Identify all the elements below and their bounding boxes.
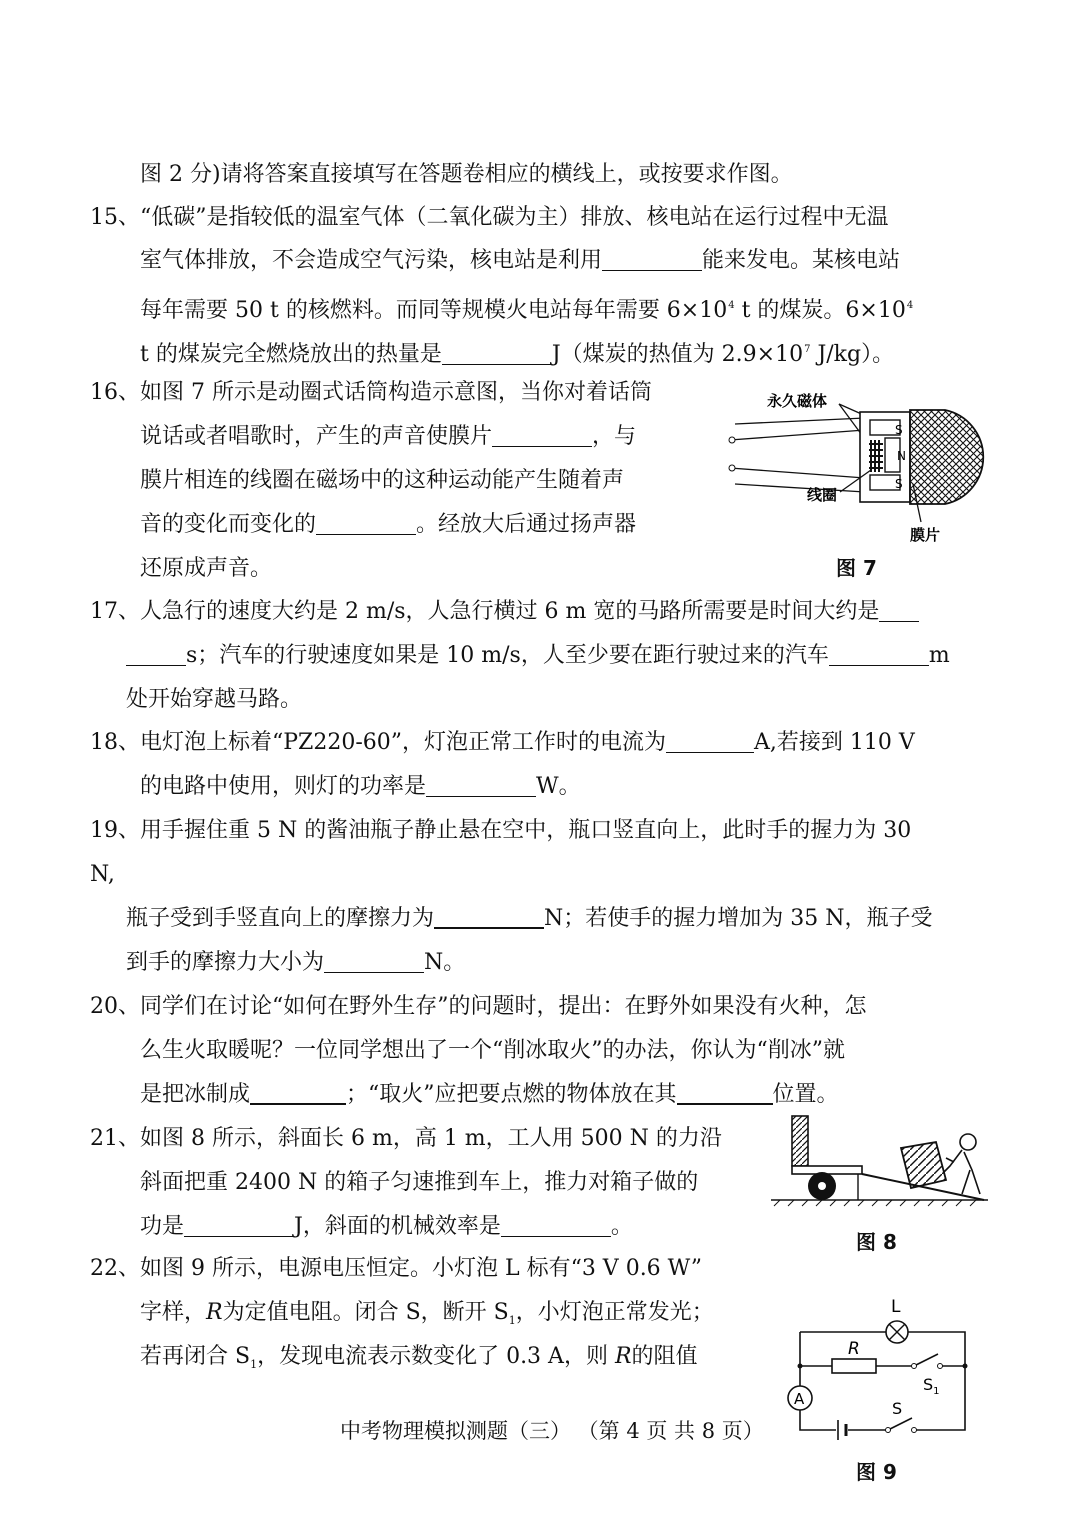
q17-text: s；汽车的行驶速度如果是 10 m/s，人至少要在距行驶过来的汽车 xyxy=(186,643,829,668)
variable-R: R xyxy=(614,1344,632,1369)
subscript: 1 xyxy=(508,1314,516,1327)
q18-text: 的电路中使用，则灯的功率是 xyxy=(140,774,427,799)
q21-text: J，斜面的机械效率是 xyxy=(294,1214,501,1239)
q17-text: 17、人急行的速度大约是 2 m/s，人急行横过 6 m 宽的马路所需要是时间大约是 xyxy=(90,599,880,624)
q19-text: 到手的摩擦力大小为 xyxy=(126,950,325,975)
answer-blank[interactable] xyxy=(492,424,592,447)
label-coil: 线圈 xyxy=(807,486,838,504)
label-A: A xyxy=(794,1390,805,1408)
exponent: 4 xyxy=(906,300,914,311)
answer-blank[interactable] xyxy=(126,643,186,666)
q16-line3: 膜片相连的线圈在磁场中的这种运动能产生随着声 xyxy=(140,468,625,493)
label-N: N xyxy=(897,449,906,463)
q15-text: t 的煤炭。6×10 xyxy=(734,298,906,323)
label-L: L xyxy=(891,1297,901,1317)
truck-cab xyxy=(792,1116,808,1166)
figure-7-microphone-diagram xyxy=(725,380,995,545)
figure-9-caption: 图 9 xyxy=(856,1460,897,1484)
label-R: R xyxy=(848,1339,860,1359)
answer-blank[interactable] xyxy=(184,1214,294,1237)
q17-text: m xyxy=(928,643,950,668)
answer-blank[interactable] xyxy=(829,643,929,666)
q19-text: N；若使手的握力增加为 35 N，瓶子受 xyxy=(544,906,933,931)
q22-text: ，小灯泡正常发光； xyxy=(515,1300,714,1325)
q19-line2: N, xyxy=(90,862,115,887)
q15-text: J（煤炭的热值为 2.9×10 xyxy=(551,342,804,367)
q22-text: 若再闭合 S xyxy=(140,1344,251,1369)
answer-blank[interactable] xyxy=(316,512,416,535)
exponent: 4 xyxy=(728,300,735,311)
truck-bed xyxy=(792,1166,862,1174)
answer-blank[interactable] xyxy=(250,1081,346,1105)
box xyxy=(901,1142,946,1188)
answer-blank[interactable] xyxy=(677,1081,773,1105)
answer-blank[interactable] xyxy=(602,248,702,271)
resistor-icon xyxy=(832,1359,876,1373)
q22-line3 xyxy=(140,1342,698,1380)
q17-line1 xyxy=(90,597,919,627)
q22-line2 xyxy=(140,1298,714,1336)
q15-line2 xyxy=(140,246,900,276)
q15-line1: 15、“低碳”是指较低的温室气体（二氧化碳为主）排放、核电站在运行过程中无温 xyxy=(90,205,889,230)
q18-line1 xyxy=(90,728,915,758)
subscript: 1 xyxy=(250,1358,258,1371)
q19-text: 瓶子受到手竖直向上的摩擦力为 xyxy=(126,906,435,931)
q21-line2: 斜面把重 2400 N 的箱子匀速推到车上，推力对箱子做的 xyxy=(140,1170,699,1195)
q22-text: 为定值电阻。闭合 S，断开 S xyxy=(222,1300,509,1325)
q19-text: N。 xyxy=(424,950,466,975)
figure-9-circuit-diagram xyxy=(780,1292,975,1442)
worker-icon xyxy=(944,1134,980,1194)
answer-blank[interactable] xyxy=(879,599,919,622)
q19-line1: 19、用手握住重 5 N 的酱油瓶子静止悬在空中，瓶口竖直向上，此时手的握力为 30 xyxy=(90,818,912,843)
q18-line2 xyxy=(140,772,581,802)
answer-blank[interactable] xyxy=(434,905,544,929)
q16-text: 说话或者唱歌时，产生的声音使膜片 xyxy=(140,424,493,449)
instruction-text: 图 2 分)请将答案直接填写在答题卷相应的横线上，或按要求作图。 xyxy=(140,162,793,187)
q20-line1: 20、同学们在讨论“如何在野外生存”的问题时，提出：在野外如果没有火种，怎 xyxy=(90,994,867,1019)
figure-7-caption: 图 7 xyxy=(836,556,877,580)
microphone-grille xyxy=(910,410,983,504)
q19-line4 xyxy=(126,948,465,978)
figure-8-caption: 图 8 xyxy=(856,1230,897,1254)
q16-text: 音的变化而变化的 xyxy=(140,512,317,537)
label-S-bottom: S xyxy=(895,477,903,491)
q20-line2: 么生火取暖呢？一位同学想出了一个“削冰取火”的办法，你认为“削冰”就 xyxy=(140,1038,845,1063)
label-S1: $S_1$ xyxy=(923,1375,940,1397)
q18-text: W。 xyxy=(536,774,581,799)
q21-text: 功是 xyxy=(140,1214,185,1239)
q17-line3: 处开始穿越马路。 xyxy=(126,687,303,712)
q22-text: 字样， xyxy=(140,1300,207,1325)
q21-line3 xyxy=(140,1212,633,1242)
q21-text: 。 xyxy=(610,1214,633,1239)
q22-text: ，发现电流表示数变化了 0.3 A，则 xyxy=(257,1344,615,1369)
answer-blank[interactable] xyxy=(501,1214,611,1237)
answer-blank[interactable] xyxy=(426,774,536,797)
q15-text: 能来发电。某核电站 xyxy=(702,248,901,273)
answer-blank[interactable] xyxy=(324,950,424,973)
label-permanent-magnet: 永久磁体 xyxy=(767,392,828,410)
q15-text: 每年需要 50 t 的核燃料。而同等规模火电站每年需要 6×10 xyxy=(140,298,728,323)
q18-text: A,若接到 110 V xyxy=(754,730,915,755)
answer-blank[interactable] xyxy=(442,342,552,365)
page-footer: 中考物理模拟测题（三） （第 4 页 共 8 页） xyxy=(340,1419,764,1443)
switch-s1-icon xyxy=(916,1354,938,1365)
answer-blank[interactable] xyxy=(666,730,754,753)
label-S-top: S xyxy=(895,423,903,437)
q20-line3 xyxy=(140,1080,839,1110)
q16-text: ，与 xyxy=(592,424,637,449)
q15-line3 xyxy=(140,291,913,326)
label-S: S xyxy=(892,1399,903,1418)
label-membrane: 膜片 xyxy=(910,526,941,544)
q20-text: ；“取火”应把要点燃的物体放在其 xyxy=(346,1082,677,1107)
exponent: 7 xyxy=(804,344,811,355)
q15-text: t 的煤炭完全燃烧放出的热量是 xyxy=(140,342,442,367)
variable-R: R xyxy=(206,1300,223,1325)
q16-line1: 16、如图 7 所示是动圈式话筒构造示意图，当你对着话筒 xyxy=(90,380,652,405)
figure-8-incline-diagram xyxy=(766,1110,991,1210)
q20-text: 位置。 xyxy=(772,1082,839,1107)
coil-icon xyxy=(869,440,883,472)
q15-line4 xyxy=(140,335,894,370)
q16-line5: 还原成声音。 xyxy=(140,556,273,581)
q20-text: 是把冰制成 xyxy=(140,1082,251,1107)
q16-line4 xyxy=(140,510,636,540)
q22-line1: 22、如图 9 所示，电源电压恒定。小灯泡 L 标有“3 V 0.6 W” xyxy=(90,1256,702,1281)
q22-text: 的阻值 xyxy=(631,1344,698,1369)
q15-text: 室气体排放，不会造成空气污染，核电站是利用 xyxy=(140,248,603,273)
q19-line3 xyxy=(126,904,933,934)
q16-line2 xyxy=(140,422,636,452)
q15-text: J/kg）。 xyxy=(810,342,895,367)
q17-line2 xyxy=(126,641,950,671)
q21-line1: 21、如图 8 所示，斜面长 6 m，高 1 m，工人用 500 N 的力沿 xyxy=(90,1126,722,1151)
q18-text: 18、电灯泡上标着“PZ220-60”，灯泡正常工作时的电流为 xyxy=(90,730,666,755)
q16-text: 。经放大后通过扬声器 xyxy=(416,512,637,537)
